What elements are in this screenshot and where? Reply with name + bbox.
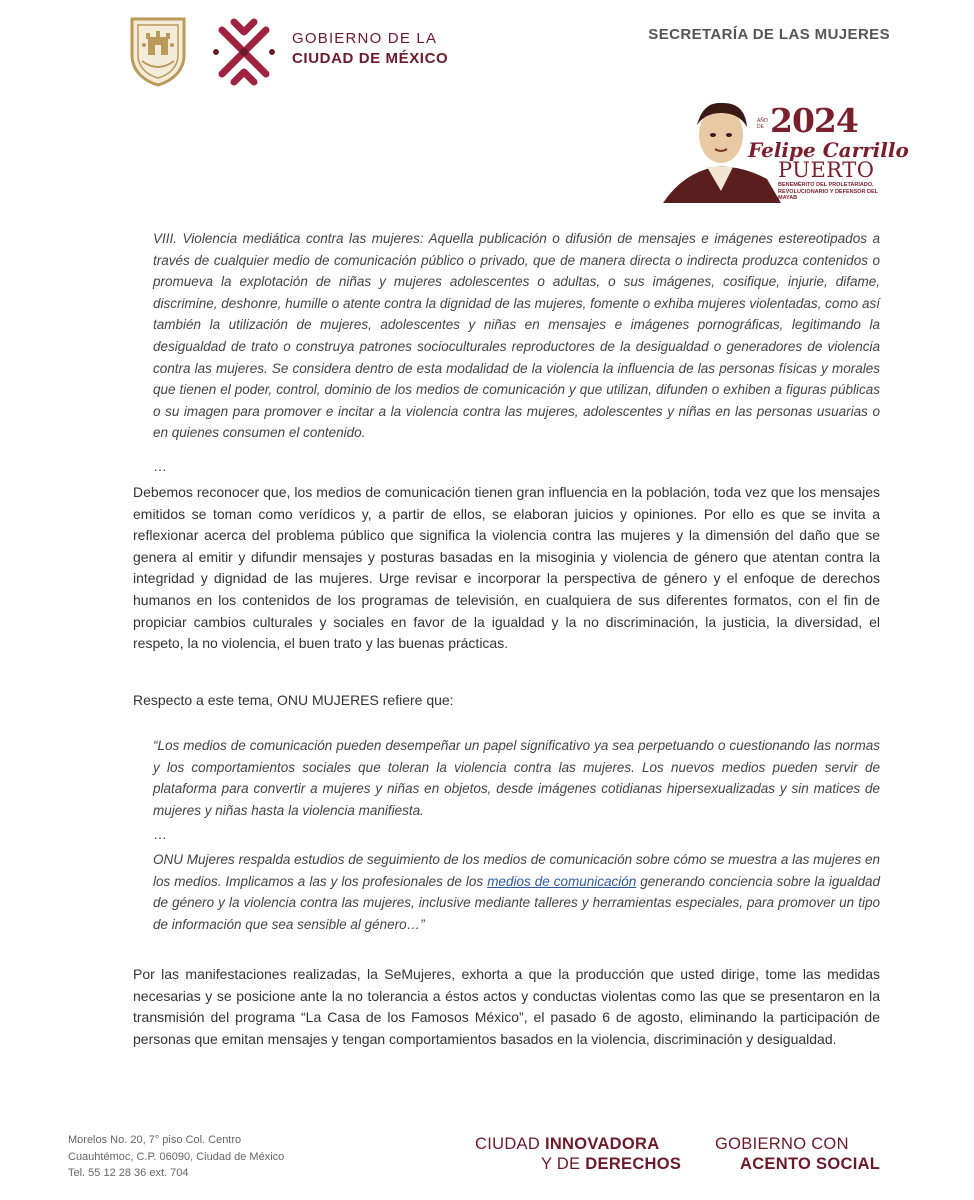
medios-de-comunicacion-link[interactable]: medios de comunicación xyxy=(487,873,637,889)
address-line: Morelos No. 20, 7° piso Col. Centro xyxy=(68,1134,242,1146)
cdmx-government-logo-icon xyxy=(208,12,280,92)
slogan-strong: DERECHOS xyxy=(585,1155,682,1173)
government-name-line1: GOBIERNO DE LA xyxy=(292,30,438,47)
address-line: Tel. 55 12 28 36 ext. 704 xyxy=(68,1167,189,1179)
secretaria-title: SECRETARÍA DE LAS MUJERES xyxy=(648,26,890,43)
government-name-line2: CIUDAD DE MÉXICO xyxy=(292,50,449,67)
body-paragraph-closing: Por las manifestaciones realizadas, la SeMujeres, exhorta a que la producción que usted dirige, tome las medidas necesarias y se posicione ante la no tolerancia a éstos actos y conductas violentas como las que se presentaron en la transmisión del programa “La Casa de los Famosos México”, el pasado 6 de agosto, eliminando la participación de personas que emitan mensajes y tengan comportamientos basados en la violencia, discriminación y desigualdad. xyxy=(133,966,880,1047)
onu-quote-text: generando conciencia sobre la igualdad de género y la violencia contra las mujeres, inclusive mediante talleres y herramientas especiales, para promover un tipo de información que sea sensible al género…” xyxy=(153,873,880,932)
slogan-gobierno-con: GOBIERNO CON xyxy=(715,1135,849,1153)
year-badge-number: 2024 xyxy=(770,101,858,140)
address-line: Cuauhtémoc, C.P. 06090, Ciudad de México xyxy=(68,1150,285,1163)
slogan-text: CIUDAD xyxy=(475,1135,545,1153)
slogan-ciudad-innovadora xyxy=(475,1135,659,1154)
year-badge-name-line1: Felipe Carrillo xyxy=(748,138,909,162)
slogan-strong: ACENTO SOCIAL xyxy=(740,1155,881,1173)
slogan-text: Y DE xyxy=(541,1155,586,1173)
year-badge-label: AÑO DE xyxy=(757,118,768,130)
onu-quote-text: ONU Mujeres respalda estudios de seguimiento de los medios de comunicación sobre cómo se muestra a las mujeres en los medios. Implicamos a las y los profesionales de los xyxy=(153,852,880,889)
slogan-strong: INNOVADORA xyxy=(544,1135,660,1153)
city-coat-of-arms-icon xyxy=(128,15,188,87)
slogan-de-derechos xyxy=(541,1155,681,1174)
body-paragraph-media-influence: Debemos reconocer que, los medios de comunicación tienen gran influencia en la población, toda vez que los mensajes emitidos se toman como verídicos y, a partir de ellos, se elaboran juicios y opiniones. Por ello es que se invita a reflexionar acerca del problema público que significa la violencia contra las mujeres y la dimensión del daño que se genera al emitir y difundir mensajes y posturas basadas en la misoginia y violencia de género que atentan contra la integridad y dignidad de las mujeres. Urge revisar e incorporar la perspectiva de género y el enfoque de derechos humanos en los contenidos de los programas de televisión, en cualquiera de sus diferentes formatos, con el fin de propiciar cambios culturales y sociales en favor de la igualdad y la no discriminación, la justicia, la diversidad, el respeto, la no violencia, el buen trato y las buenas prácticas. xyxy=(133,484,880,652)
legal-definition-quote: VIII. Violencia mediática contra las mujeres: Aquella publicación o difusión de mensajes e imágenes estereotipados a través de cualquier medio de comunicación público o privado, que de manera directa o indirecta produzca contenidos o promueva la explotación de niñas y mujeres adolescentes o adultas, o sus imágenes, cosifique, injurie, difame, discrimine, deshonre, humille o atente contra la dignidad de las mujeres, fomente o exhiba mujeres violentadas, como así también la utilización de mujeres, adolescentes y niñas en mensajes e imágenes pornográficas, legitimando la desigualdad de trato o construya patrones socioculturales reproductores de la desigualdad o generadores de violencia contra las mujeres. Se considera dentro de esta modalidad de la violencia la influencia de las personas físicas y morales que tienen el poder, control, dominio de los medios de comunicación y que utilizan, difunden o exhiben a figuras públicas o su imagen para promover e incitar a la violencia contra las mujeres, adolescentes y niñas en las personas usuarias o en quienes consumen el contenido. xyxy=(153,231,880,441)
quote-ellipsis: … xyxy=(153,826,167,842)
year-badge-name-line2: PUERTO xyxy=(778,158,875,182)
onu-quote-part2 xyxy=(153,849,880,935)
quote-ellipsis: … xyxy=(153,458,167,474)
slogan-acento-social xyxy=(740,1155,880,1174)
onu-quote-part1: “Los medios de comunicación pueden desempeñar un papel significativo ya sea perpetuando o cuestionando las normas y los comportamientos sociales que toleran la violencia contra las mujeres. Los nuevos medios pueden servir de plataforma para convertir a mujeres y niñas en objetos, desde imágenes cotidianas hipersexualizadas y sin matices de mujeres y niñas hasta la violencia manifiesta. xyxy=(153,738,880,818)
footer-address xyxy=(68,1132,284,1182)
year-badge-motto: BENEMÉRITO DEL PROLETARIADO, REVOLUCIONARIO Y DEFENSOR DEL MAYAB xyxy=(778,182,878,201)
body-paragraph-onu-intro: Respecto a este tema, ONU MUJERES refiere que: xyxy=(133,692,454,708)
